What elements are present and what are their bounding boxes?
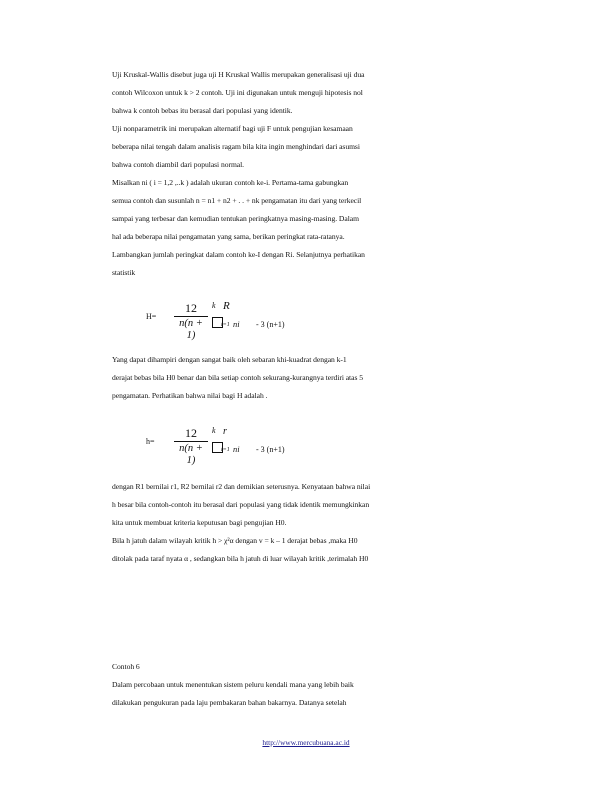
- text-line: kita untuk membuat kriteria keputusan bagi pengujian H0.: [112, 518, 287, 527]
- formula-fraction: [174, 302, 208, 342]
- text-line: dilakukan pengukuran pada laju pembakaran bahan bakarnya. Datanya setelah: [112, 698, 347, 707]
- formula-tail: - 3 (n+1): [256, 320, 285, 329]
- fraction-bar: [174, 316, 208, 317]
- text-line: derajat bebas bila H0 benar dan bila setiap contoh sekurang-kurangnya terdiri atas 5: [112, 373, 363, 382]
- fraction-bar: [174, 441, 208, 442]
- text-line: Uji Kruskal-Wallis disebut juga uji H Kruskal Wallis merupakan generalisasi uji dua: [112, 70, 365, 79]
- formula-h-statistic: [112, 300, 532, 346]
- example-heading: Contoh 6: [112, 662, 140, 671]
- text-line: Misalkan ni ( i = 1,2 ,..k ) adalah ukuran contoh ke-i. Pertama-tama gabungkan: [112, 178, 349, 187]
- text-line: contoh Wilcoxon untuk k > 2 contoh. Uji ini digunakan untuk menguji hipotesis nol: [112, 88, 363, 97]
- fraction-denominator: n(n + 1): [179, 318, 203, 341]
- text-line: semua contoh dan susunlah n = n1 + n2 + . . + nk pengamatan itu dari yang terkecil: [112, 196, 362, 205]
- sum-divisor: ni: [233, 319, 240, 329]
- sum-variable: R: [223, 300, 230, 312]
- text-line: beberapa nilai tengah dalam analisis ragam bila kita ingin menghindari dari asumsi: [112, 142, 360, 151]
- sum-upper-limit: k: [212, 426, 216, 435]
- text-line: bahwa k contoh bebas itu berasal dari populasi yang identik.: [112, 106, 293, 115]
- sum-lower-limit: i=1: [221, 447, 230, 453]
- formula-lhs: H=: [146, 312, 157, 321]
- formula-h-value: [112, 425, 532, 471]
- text-line: dengan R1 bernilai r1, R2 bernilai r2 dan demikian seterusnya. Kenyataan bahwa nilai: [112, 482, 371, 491]
- fraction-numerator: 12: [185, 301, 197, 315]
- fraction-numerator: 12: [185, 426, 197, 440]
- text-line: bahwa contoh diambil dari populasi normal.: [112, 160, 245, 169]
- text-line: Dalam percobaan untuk menentukan sistem peluru kendali mana yang lebih baik: [112, 680, 354, 689]
- text-line: sampai yang terbesar dan kemudian tentukan peringkatnya masing-masing. Dalam: [112, 214, 359, 223]
- sum-divisor: ni: [233, 444, 240, 454]
- fraction-denominator: n(n + 1): [179, 443, 203, 466]
- text-line: hal ada beberapa nilai pengamatan yang sama, berikan peringkat rata-ratanya.: [112, 232, 345, 241]
- text-line: ditolak pada taraf nyata α , sedangkan bila h jatuh di luar wilayah kritik ,terimalah H0: [112, 554, 369, 563]
- text-line: Uji nonparametrik ini merupakan alternatif bagi uji F untuk pengujian kesamaan: [112, 124, 353, 133]
- text-line: statistik: [112, 268, 136, 277]
- formula-lhs: h=: [146, 437, 155, 446]
- text-line: Yang dapat dihampiri dengan sangat baik oleh sebaran khi-kuadrat dengan k-1: [112, 355, 347, 364]
- text-line: h besar bila contoh-contoh itu berasal dari populasi yang tidak identik memungkinkan: [112, 500, 370, 509]
- sum-lower-limit: i=1: [221, 322, 230, 328]
- sum-upper-limit: k: [212, 301, 216, 310]
- formula-tail: - 3 (n+1): [256, 445, 285, 454]
- text-line: Lambangkan jumlah peringkat dalam contoh ke-I dengan Ri. Selanjutnya perhatikan: [112, 250, 365, 259]
- footer-website-link[interactable]: http://www.mercubuana.ac.id: [262, 738, 350, 747]
- sum-variable: r: [223, 426, 227, 437]
- formula-fraction: [174, 427, 208, 467]
- text-line: Bila h jatuh dalam wilayah kritik h > χ²α dengan v = k – 1 derajat bebas ,maka H0: [112, 536, 358, 545]
- text-line: pengamatan. Perhatikan bahwa nilai bagi H adalah .: [112, 391, 268, 400]
